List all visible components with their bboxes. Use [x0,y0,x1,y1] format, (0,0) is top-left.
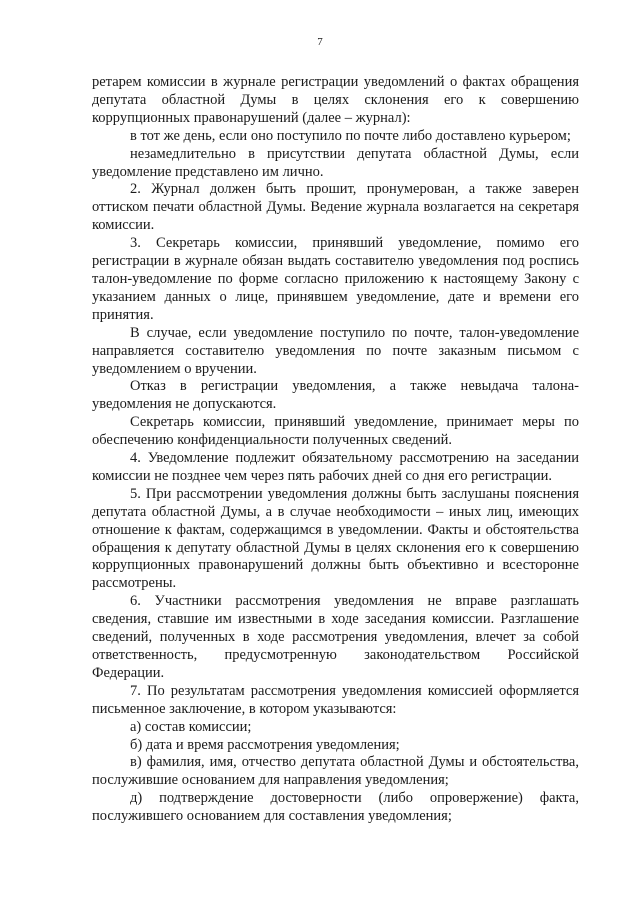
paragraph-mail-case: В случае, если уведомление поступило по почте, талон-уведомление направляется составителю уведомления по почте заказным письмом с уведомлением о вручении. [92,324,579,377]
paragraph-refusal: Отказ в регистрации уведомления, а также невыдача талона-уведомления не допускаются. [92,378,579,413]
page-number: 7 [317,36,323,48]
paragraph-item-3: 3. Секретарь комиссии, принявший уведомление, помимо его регистрации в журнале обязан выдать составителю уведомления под роспись талон-уведомление по форме согласно приложению к настоящему Закону с указанием данных о лице, принявшем уведомление, дате и времени его принятия. [92,235,579,323]
paragraph-item-7: 7. По результатам рассмотрения уведомления комиссией оформляется письменное заключение, в котором указываются: [92,682,579,717]
list-item-d: д) подтверждение достоверности (либо опровержение) факта, послужившего основанием для составления уведомления; [92,790,579,825]
paragraph-item-4: 4. Уведомление подлежит обязательному рассмотрению на заседании комиссии не позднее чем через пять рабочих дней со дня его регистрации. [92,450,579,484]
paragraph-item-6: 6. Участники рассмотрения уведомления не вправе разглашать сведения, ставшие им известными в ходе заседания комиссии. Разглашение сведений, полученных в ходе рассмотрения уведомления, влечет за собой ответственность, предусмотренную законодательством Российской Федерации. [92,593,579,681]
paragraph-courier: в тот же день, если оно поступило по почте либо доставлено курьером; [130,127,571,144]
paragraph-personal: незамедлительно в присутствии депутата областной Думы, если уведомление представлено им лично. [92,145,579,180]
paragraph-item-2: 2. Журнал должен быть прошит, пронумерован, а также заверен оттиском печати областной Думы. Ведение журнала возлагается на секретаря комиссии. [92,181,579,234]
paragraph-item-5: 5. При рассмотрении уведомления должны быть заслушаны пояснения депутата областной Думы, а в случае необходимости – иных лиц, имеющих отношение к фактам, содержащимся в уведомлении. Факты и обстоятельства обращения к депутату областной Думы в целях склонения его к совершению коррупционных правонарушений должны быть объективно и всесторонне рассмотрены. [92,485,579,592]
list-item-b: б) дата и время рассмотрения уведомления; [130,736,400,753]
paragraph-confidentiality: Секретарь комиссии, принявший уведомление, принимает меры по обеспечению конфиденциальности полученных сведений. [92,414,579,449]
paragraph-continuation: ретарем комиссии в журнале регистрации уведомлений о фактах обращения депутата областной Думы в целях склонения его к совершению коррупционных правонарушений (далее – журнал): [92,74,579,126]
list-item-v: в) фамилия, имя, отчество депутата областной Думы и обстоятельства, послужившие основанием для направления уведомления; [92,754,579,789]
list-item-a: а) состав комиссии; [130,718,252,735]
document-body [92,74,579,826]
